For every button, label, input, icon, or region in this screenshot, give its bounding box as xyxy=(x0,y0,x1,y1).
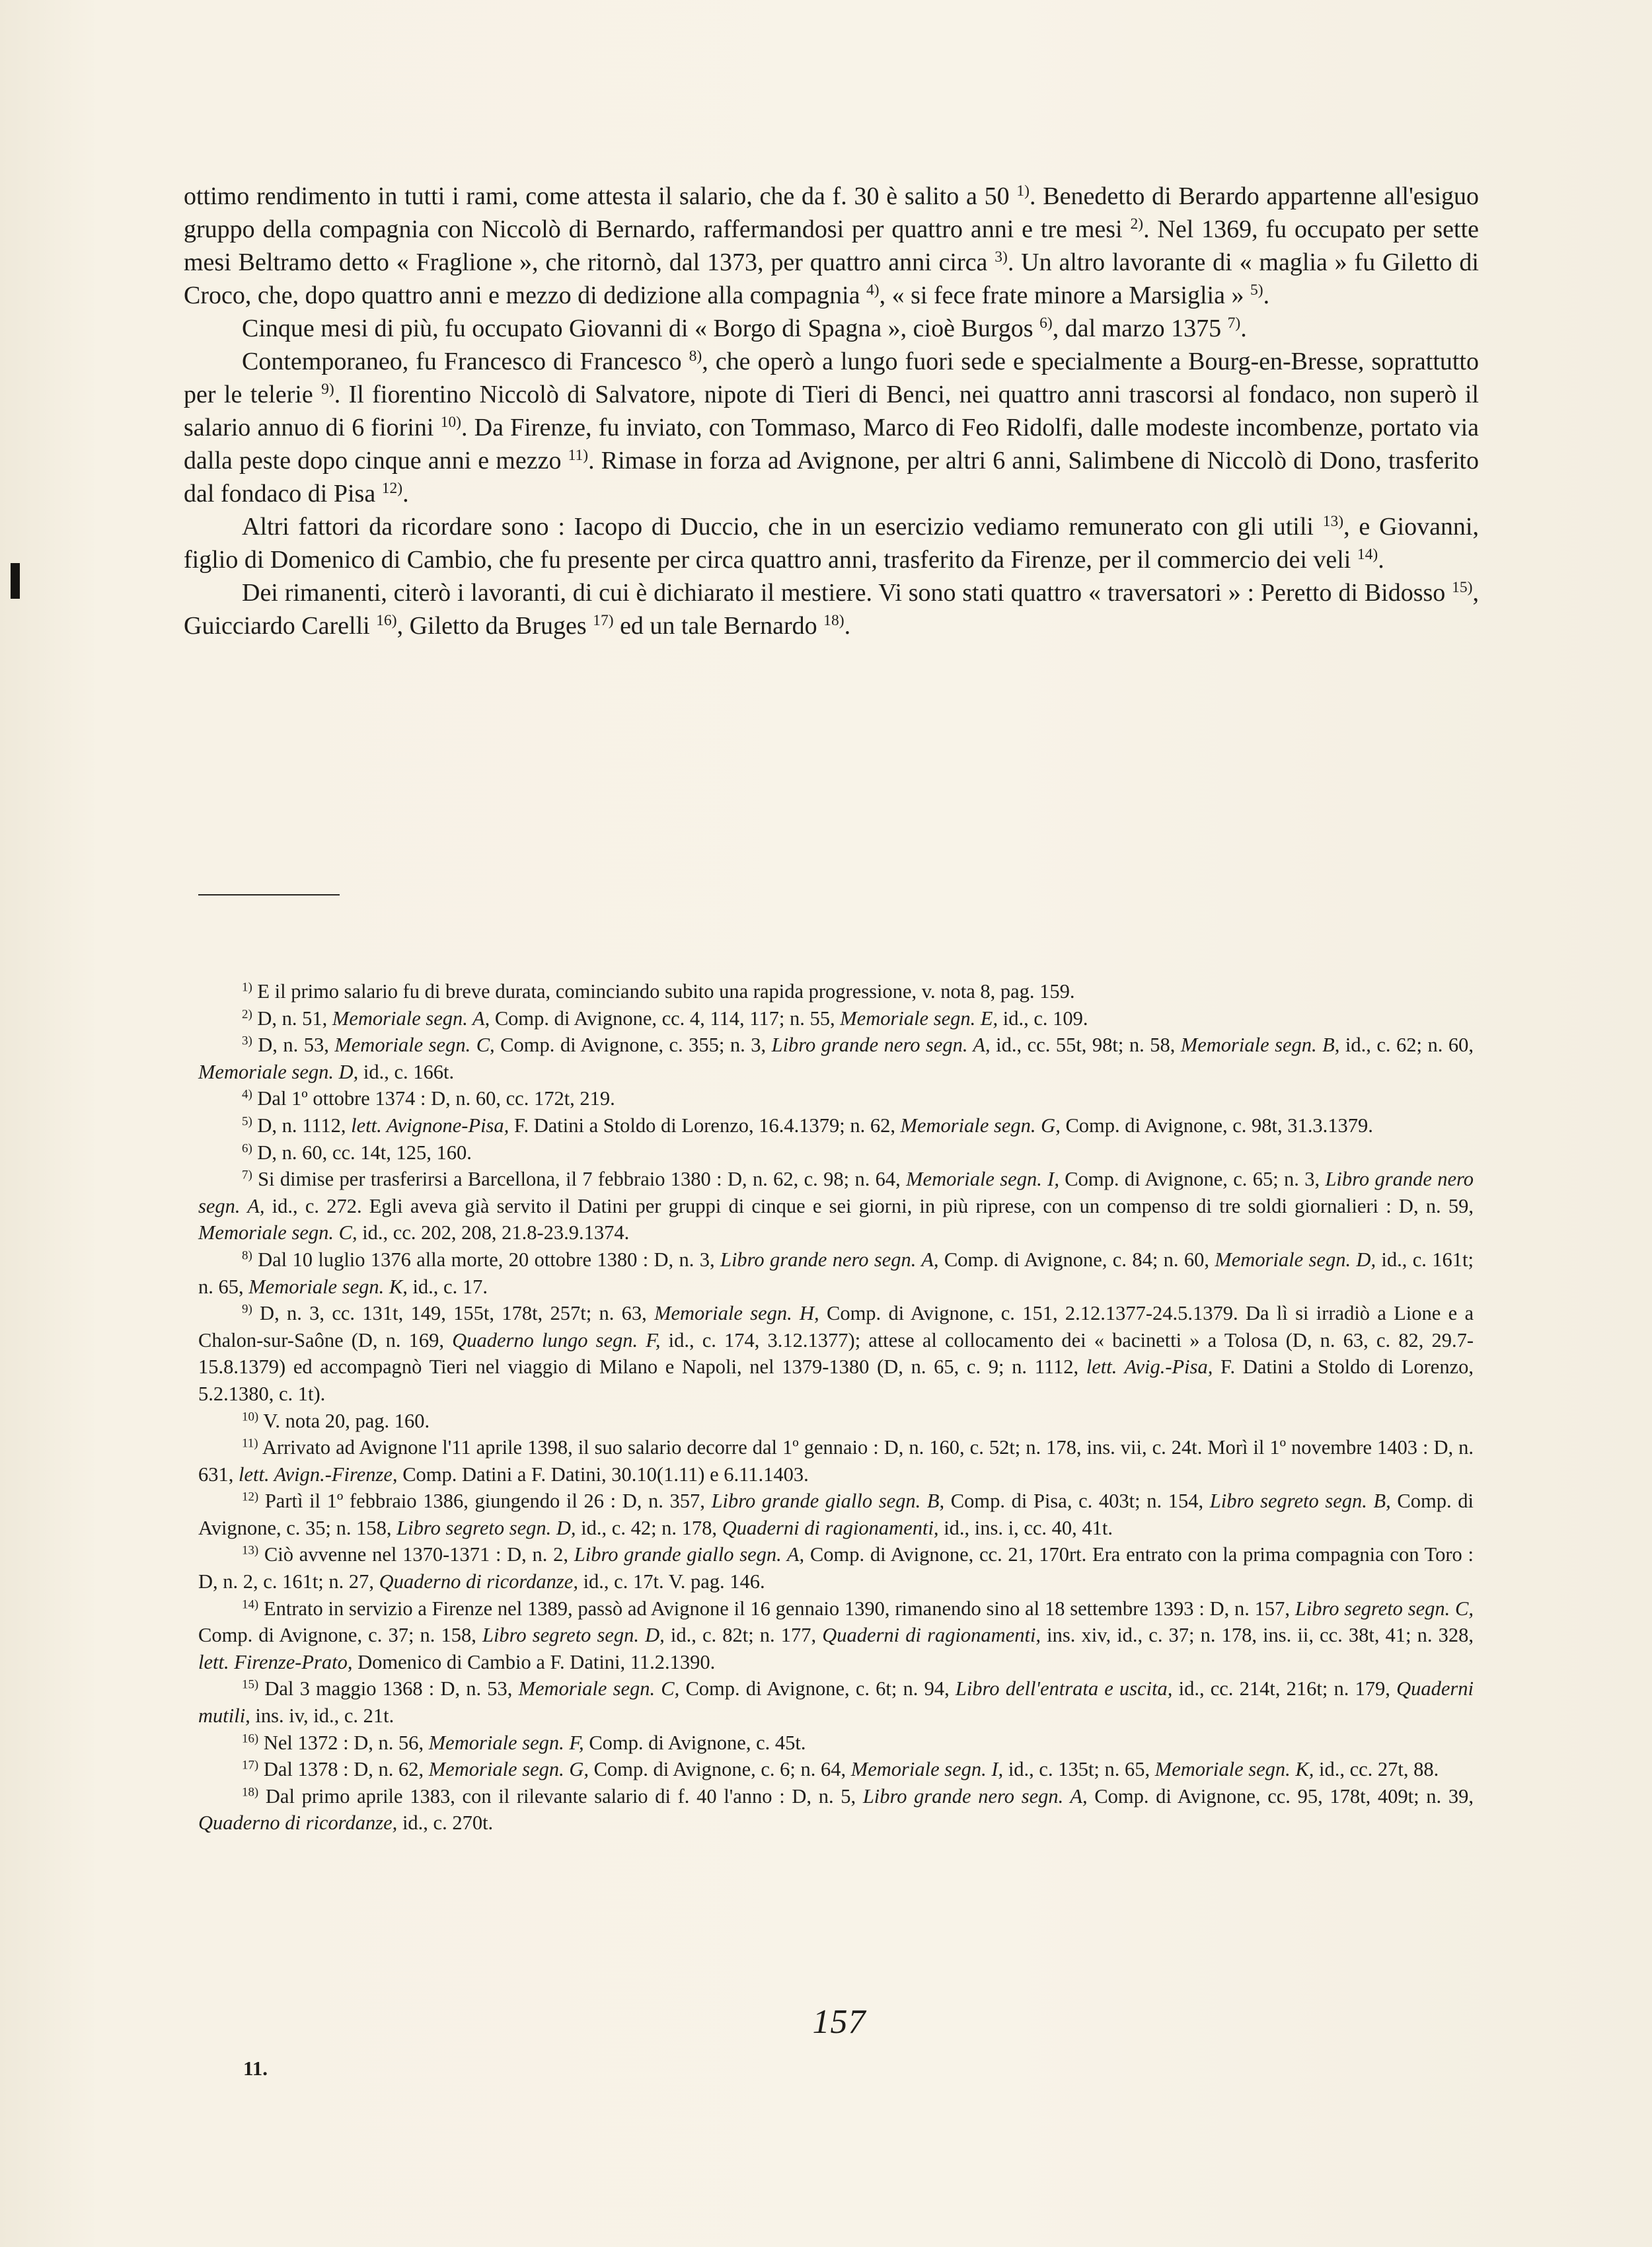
footnote-reference: 13) xyxy=(1322,513,1344,531)
text-run: id., cc. 214t, 216t; n. 179, xyxy=(1172,1677,1397,1700)
text-run: F. Datini a Stoldo di Lorenzo, 16.4.1379; n. 62, xyxy=(509,1114,901,1137)
text-run: . xyxy=(1240,315,1247,342)
text-run: Cinque mesi di più, fu occupato Giovanni di « Borgo di Spagna », cioè Burgos xyxy=(242,315,1040,342)
footnote-8 xyxy=(198,1246,1474,1300)
text-run: , « si fece frate minore a Marsiglia » xyxy=(879,282,1250,309)
footnote-reference: 2) xyxy=(242,1007,252,1022)
text-run: id., c. 82t; n. 177, xyxy=(664,1624,823,1647)
text-run: Comp. di Avignone, c. 45t. xyxy=(583,1731,806,1754)
text-run: id., c. 174, 3.12.1377); attese al collocamento dei « bacinetti » a Tolosa (D, n. 63, c. 82, 29.7-15.8.1379) ed accompagnò Tieri nel viaggio di Milano e Napoli, nel 1379-1380 (D, n. 65, c. 9; n. 1112, xyxy=(198,1328,1474,1379)
footnote-11 xyxy=(198,1434,1474,1488)
text-run: , e Giovanni, figlio di Domenico di Cambio, che fu presente per circa quattro anni, trasferito da Firenze, per il commercio dei veli xyxy=(184,513,1479,574)
text-run: Comp. di Avignone, cc. 95, 178t, 409t; n. 39, xyxy=(1087,1784,1474,1808)
text-run: Domenico di Cambio a F. Datini, 11.2.1390. xyxy=(352,1650,716,1673)
text-run: Si dimise per trasferirsi a Barcellona, il 7 febbraio 1380 : D, n. 62, c. 98; n. 64, xyxy=(252,1168,907,1191)
text-run: id., c. 17t. V. pag. 146. xyxy=(578,1570,765,1593)
text-run: Comp. di Avignone, c. 6t; n. 94, xyxy=(679,1677,956,1700)
text-run: D, n. 3, cc. 131t, 149, 155t, 178t, 257t; n. 63, xyxy=(252,1302,655,1325)
italic-title: Memoriale segn. I, xyxy=(850,1758,1004,1781)
footnote-3 xyxy=(198,1032,1474,1085)
text-run: Dal 10 luglio 1376 alla morte, 20 ottobre 1380 : D, n. 3, xyxy=(252,1248,720,1271)
footnote-reference: 14) xyxy=(1357,546,1378,564)
footnote-7 xyxy=(198,1166,1474,1246)
signature-mark: 11. xyxy=(243,2057,268,2080)
italic-title: lett. Avignone-Pisa, xyxy=(351,1114,509,1137)
italic-title: Libro grande nero segn. A, xyxy=(720,1248,939,1271)
text-run: . Rimase in forza ad Avignone, per altri 6 anni, Salimbene di Niccolò di Dono, trasferito dal fondaco di Pisa xyxy=(184,447,1479,508)
footnote-14 xyxy=(198,1595,1474,1676)
text-run: Dal 1378 : D, n. 62, xyxy=(258,1758,429,1781)
text-run: Altri fattori da ricordare sono : Iacopo di Duccio, che in un esercizio vediamo remunerato con gli utili xyxy=(242,513,1323,541)
footnote-reference: 9) xyxy=(242,1302,252,1316)
footnote-reference: 10) xyxy=(242,1410,259,1424)
italic-title: Libro grande giallo segn. B, xyxy=(711,1490,945,1513)
footnote-reference: 11) xyxy=(242,1436,258,1451)
italic-title: lett. Avig.-Pisa, xyxy=(1086,1355,1213,1379)
footnote-reference: 6) xyxy=(242,1141,252,1156)
footnote-reference: 12) xyxy=(381,480,403,498)
text-run: D, n. 1112, xyxy=(252,1114,352,1137)
body-paragraph-1 xyxy=(184,180,1479,312)
italic-title: Libro segreto segn. D, xyxy=(396,1516,576,1539)
italic-title: Memoriale segn. C, xyxy=(198,1221,357,1244)
footnote-6 xyxy=(198,1139,1474,1166)
body-paragraph-5 xyxy=(184,576,1479,642)
italic-title: lett. Firenze-Prato, xyxy=(198,1650,353,1673)
text-run: id., c. 17. xyxy=(407,1275,488,1298)
text-run: id., cc. 202, 208, 21.8-23.9.1374. xyxy=(357,1221,630,1244)
text-run: id., c. 166t. xyxy=(358,1060,455,1083)
main-text xyxy=(184,180,1479,642)
italic-title: Memoriale segn. K, xyxy=(248,1275,408,1298)
footnote-separator-rule xyxy=(198,894,340,895)
footnote-reference: 18) xyxy=(242,1785,259,1800)
footnote-9 xyxy=(198,1300,1474,1407)
italic-title: Libro segreto segn. D, xyxy=(482,1624,665,1647)
italic-title: Memoriale segn. H, xyxy=(654,1302,819,1325)
footnote-reference: 15) xyxy=(1452,579,1473,597)
italic-title: Memoriale segn. I, xyxy=(906,1168,1059,1191)
text-run: Comp. di Avignone, c. 65; n. 3, xyxy=(1059,1168,1326,1191)
footnote-reference: 16) xyxy=(242,1732,259,1746)
text-run: , Guicciardo Carelli xyxy=(184,579,1479,640)
italic-title: Memoriale segn. A, xyxy=(332,1007,490,1030)
text-run: , dal marzo 1375 xyxy=(1052,315,1228,342)
text-run: id., cc. 55t, 98t; n. 58, xyxy=(990,1034,1181,1057)
footnote-reference: 14) xyxy=(242,1597,259,1612)
text-run: Comp. di Pisa, c. 403t; n. 154, xyxy=(944,1490,1210,1513)
italic-title: Quaderni di ragionamenti, xyxy=(822,1624,1041,1647)
text-run: id., c. 62; n. 60, xyxy=(1339,1034,1474,1057)
text-run: id., c. 109. xyxy=(998,1007,1088,1030)
italic-title: Libro grande nero segn. A, xyxy=(198,1168,1474,1217)
footnote-reference: 17) xyxy=(593,612,614,630)
footnote-reference: 8) xyxy=(689,348,702,365)
text-run: D, n. 51, xyxy=(252,1007,332,1030)
italic-title: Memoriale segn. G, xyxy=(428,1758,589,1781)
text-run: Comp. Datini a F. Datini, 30.10(1.11) e 6.11.1403. xyxy=(397,1463,809,1486)
text-run: . Un altro lavorante di « maglia » fu Giletto di Croco, che, dopo quattro anni e mezzo di dedizione alla compagnia xyxy=(184,248,1479,309)
text-run: ins. iv, id., c. 21t. xyxy=(250,1704,394,1728)
italic-title: Memoriale segn. K, xyxy=(1154,1758,1314,1781)
footnote-reference: 9) xyxy=(321,381,334,399)
italic-title: Memoriale segn. C, xyxy=(518,1677,680,1700)
text-run: . Nel 1369, fu occupato per sette mesi Beltramo detto « Fraglione », che ritornò, dal 1373, per quattro anni circa xyxy=(184,215,1479,276)
italic-title: Memoriale segn. E, xyxy=(840,1007,998,1030)
text-run: . Il fiorentino Niccolò di Salvatore, nipote di Tieri di Benci, nei quattro anni trascorsi al fondaco, non superò il salario annuo di 6 fiorini xyxy=(184,381,1479,441)
text-run: Comp. di Avignone, cc. 21, 170rt. Era entrato con la prima compagnia con Toro : D, n. 2, c. 161t; n. 27, xyxy=(198,1543,1474,1593)
footnote-10 xyxy=(198,1408,1474,1435)
binding-edge-mark xyxy=(11,563,20,599)
italic-title: Memoriale segn. B, xyxy=(1180,1034,1340,1057)
italic-title: Libro dell'entrata e uscita, xyxy=(955,1677,1173,1700)
text-run: Dei rimanenti, citerò i lavoranti, di cui è dichiarato il mestiere. Vi sono stati quattro « traversatori » : Peretto di Bidosso xyxy=(242,579,1452,607)
footnote-reference: 7) xyxy=(242,1168,252,1182)
footnote-4 xyxy=(198,1085,1474,1112)
italic-title: Memoriale segn. C, xyxy=(334,1034,495,1057)
footnote-reference: 6) xyxy=(1039,315,1053,332)
text-run: Nel 1372 : D, n. 56, xyxy=(258,1731,429,1754)
text-run: , che operò a lungo fuori sede e specialmente a Bourg-en-Bresse, soprattutto per le telerie xyxy=(184,348,1479,408)
text-run: ottimo rendimento in tutti i rami, come attesta il salario, che da f. 30 è salito a 50 xyxy=(184,182,1017,210)
body-paragraph-3 xyxy=(184,345,1479,510)
footnote-reference: 3) xyxy=(242,1034,252,1048)
text-run: Arrivato ad Avignone l'11 aprile 1398, il suo salario decorre dal 1º gennaio : D, n. 160, c. 52t; n. 178, ins. vii, c. 24t. Morì il 1º novembre 1403 : D, n. 631, xyxy=(198,1436,1474,1486)
text-run: Entrato in servizio a Firenze nel 1389, passò ad Avignone il 16 gennaio 1390, rimanendo sino al 18 settembre 1393 : D, n. 157, xyxy=(258,1597,1295,1620)
italic-title: Libro grande nero segn. A, xyxy=(862,1784,1088,1808)
footnote-reference: 3) xyxy=(995,248,1008,266)
text-run: Comp. di Avignone, c. 355; n. 3, xyxy=(494,1034,772,1057)
text-run: . Da Firenze, fu inviato, con Tommaso, Marco di Feo Ridolfi, dalle modeste incombenze, portato via dalla peste dopo cinque anni e mezzo xyxy=(184,414,1480,475)
footnote-reference: 10) xyxy=(440,414,461,432)
footnote-reference: 1) xyxy=(242,980,252,995)
footnote-13 xyxy=(198,1541,1474,1595)
text-run: D, n. 53, xyxy=(252,1034,335,1057)
text-run: id., c. 135t; n. 65, xyxy=(1003,1758,1155,1781)
text-run: id., c. 42; n. 178, xyxy=(576,1516,722,1539)
text-run: . xyxy=(402,480,409,508)
footnote-reference: 18) xyxy=(823,612,845,630)
text-run: id., cc. 27t, 88. xyxy=(1314,1758,1439,1781)
text-run: . xyxy=(1263,282,1270,309)
text-run: Partì il 1º febbraio 1386, giungendo il 26 : D, n. 357, xyxy=(258,1490,712,1513)
footnote-reference: 16) xyxy=(376,612,397,630)
footnote-reference: 8) xyxy=(242,1248,252,1263)
italic-title: Memoriale segn. D, xyxy=(198,1060,359,1083)
footnote-17 xyxy=(198,1756,1474,1783)
text-run: , Giletto da Bruges xyxy=(396,612,593,640)
italic-title: Memoriale segn. F, xyxy=(428,1731,584,1754)
footnote-reference: 5) xyxy=(1250,282,1263,299)
text-run: F. Datini a Stoldo di Lorenzo, 5.2.1380, c. 1t). xyxy=(198,1355,1474,1405)
text-run: E il primo salario fu di breve durata, cominciando subito una rapida progressione, v. nota 8, pag. 159. xyxy=(252,980,1075,1003)
footnotes xyxy=(198,978,1474,1837)
footnote-reference: 5) xyxy=(242,1114,252,1129)
text-run: Comp. di Avignone, cc. 4, 114, 117; n. 55, xyxy=(490,1007,841,1030)
body-paragraph-4 xyxy=(184,510,1479,576)
text-run: Comp. di Avignone, c. 35; n. 158, xyxy=(198,1490,1474,1539)
text-run: Dal 1º ottobre 1374 : D, n. 60, cc. 172t, 219. xyxy=(252,1087,615,1110)
text-run: Comp. di Avignone, c. 151, 2.12.1377-24.5.1379. Da lì si irradiò a Lione e a Chalon-sur-Saône (D, n. 169, xyxy=(198,1302,1474,1352)
footnote-1 xyxy=(198,978,1474,1005)
footnote-reference: 1) xyxy=(1016,182,1030,200)
text-run: id., c. 272. Egli aveva già servito il Datini per gruppi di cinque e sei giorni, in più riprese, con un compenso di tre soldi giornalieri : D, n. 59, xyxy=(264,1194,1474,1217)
italic-title: Libro segreto segn. B, xyxy=(1209,1490,1391,1513)
page-number: 157 xyxy=(812,2003,866,2041)
text-run: . xyxy=(844,612,851,640)
text-run: Comp. di Avignone, c. 6; n. 64, xyxy=(589,1758,851,1781)
italic-title: Quaderno lungo segn. F, xyxy=(452,1328,661,1352)
text-run: Dal 3 maggio 1368 : D, n. 53, xyxy=(258,1677,519,1700)
body-paragraph-2 xyxy=(184,312,1479,345)
text-run: id., ins. i, cc. 40, 41t. xyxy=(938,1516,1113,1539)
italic-title: Libro grande nero segn. A, xyxy=(771,1034,991,1057)
footnote-reference: 13) xyxy=(242,1544,259,1558)
text-run: . Benedetto di Berardo appartenne all'esiguo gruppo della compagnia con Niccolò di Bernardo, raffermandosi per quattro anni e tre mesi xyxy=(184,182,1479,243)
text-run: V. nota 20, pag. 160. xyxy=(258,1409,430,1432)
footnote-12 xyxy=(198,1488,1474,1541)
text-run: Contemporaneo, fu Francesco di Francesco xyxy=(242,348,689,375)
footnote-5 xyxy=(198,1112,1474,1139)
italic-title: Libro grande giallo segn. A, xyxy=(574,1543,805,1566)
italic-title: Quaderno di ricordanze, xyxy=(379,1570,578,1593)
text-run: id., c. 270t. xyxy=(397,1811,494,1835)
text-run: Comp. di Avignone, c. 98t, 31.3.1379. xyxy=(1060,1114,1373,1137)
footnote-18 xyxy=(198,1783,1474,1837)
italic-title: Libro segreto segn. C, xyxy=(1295,1597,1474,1620)
italic-title: Memoriale segn. G, xyxy=(900,1114,1061,1137)
footnote-15 xyxy=(198,1675,1474,1729)
footnote-reference: 4) xyxy=(242,1087,252,1102)
text-run: . xyxy=(1378,546,1384,574)
text-run: id., c. 161t; n. 65, xyxy=(198,1248,1474,1298)
text-run: Ciò avvenne nel 1370-1371 : D, n. 2, xyxy=(258,1543,574,1566)
footnote-reference: 15) xyxy=(242,1678,259,1693)
footnote-reference: 11) xyxy=(568,447,589,465)
italic-title: lett. Avign.-Firenze, xyxy=(239,1463,398,1486)
italic-title: Quaderni mutili, xyxy=(198,1677,1474,1728)
italic-title: Memoriale segn. D, xyxy=(1215,1248,1376,1271)
italic-title: Quaderno di ricordanze, xyxy=(198,1811,398,1835)
text-run: Comp. di Avignone, c. 84; n. 60, xyxy=(938,1248,1215,1271)
footnote-reference: 12) xyxy=(242,1490,259,1504)
italic-title: Quaderni di ragionamenti, xyxy=(722,1516,939,1539)
footnote-reference: 2) xyxy=(1130,215,1144,233)
text-run: D, n. 60, cc. 14t, 125, 160. xyxy=(252,1141,472,1164)
text-run: ins. xiv, id., c. 37; n. 178, ins. ii, cc. 38t, 41; n. 328, xyxy=(1041,1624,1474,1647)
text-run: ed un tale Bernardo xyxy=(613,612,824,640)
text-run: Comp. di Avignone, c. 37; n. 158, xyxy=(198,1624,482,1647)
footnote-reference: 17) xyxy=(242,1758,259,1772)
footnote-reference: 7) xyxy=(1227,315,1241,332)
footnote-16 xyxy=(198,1730,1474,1757)
text-run: Dal primo aprile 1383, con il rilevante salario di f. 40 l'anno : D, n. 5, xyxy=(258,1784,863,1808)
footnote-reference: 4) xyxy=(866,282,880,299)
footnote-2 xyxy=(198,1005,1474,1032)
